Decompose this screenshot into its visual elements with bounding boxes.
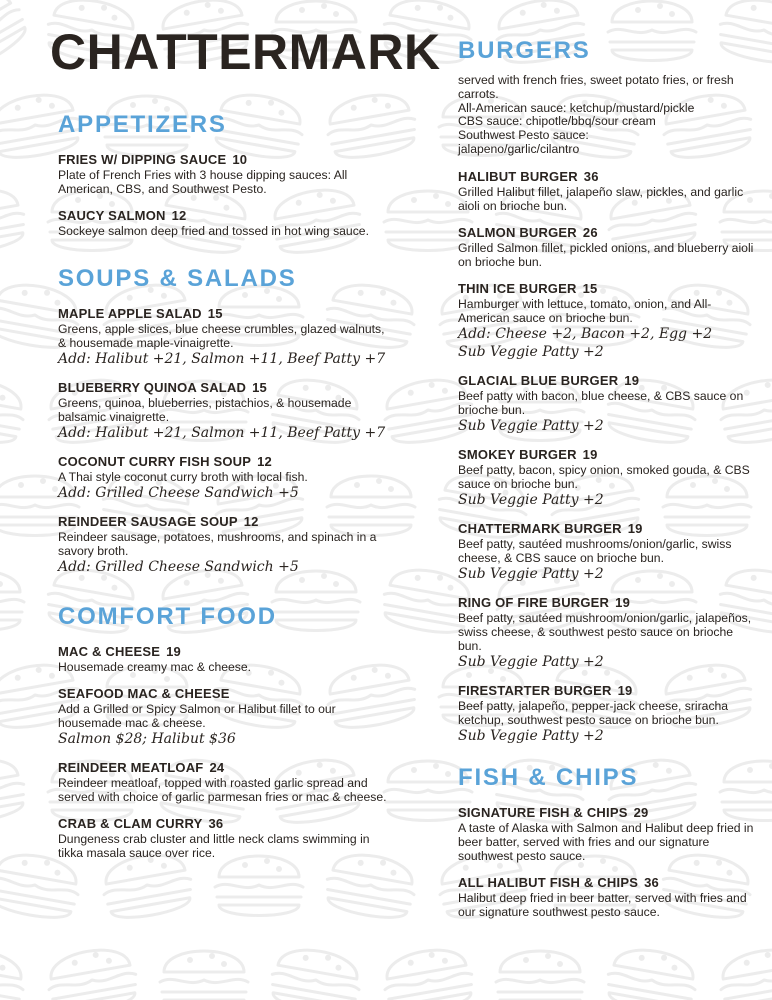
menu-item-description: Beef patty, bacon, spicy onion, smoked gouda, & CBS sauce on brioche bun. bbox=[458, 462, 750, 491]
menu-item-mac-and-cheese bbox=[58, 644, 393, 674]
menu-item-addon: Sub Veggie Patty +2 bbox=[458, 343, 604, 360]
menu-item-blueberry-quinoa-salad bbox=[58, 380, 393, 442]
menu-item-addon: Sub Veggie Patty +2 bbox=[458, 565, 604, 582]
burger-pattern-icon bbox=[603, 944, 700, 1000]
burger-pattern-icon bbox=[160, 951, 248, 1000]
menu-item-price: 19 bbox=[166, 644, 181, 659]
menu-item-thin-ice-burger bbox=[458, 281, 758, 361]
menu-item-header bbox=[58, 306, 393, 322]
menu-item-name: GLACIAL BLUE BURGER bbox=[458, 372, 619, 388]
burger-pattern-icon bbox=[44, 944, 141, 1000]
section-soups-salads bbox=[58, 264, 393, 576]
section-burgers bbox=[458, 36, 758, 745]
menu-item-price: 36 bbox=[208, 816, 224, 831]
menu-item-price: 12 bbox=[243, 514, 259, 529]
menu-item-chattermark-burger bbox=[458, 521, 758, 583]
menu-item-price: 19 bbox=[617, 682, 633, 698]
menu-item-name: SEAFOOD MAC & CHEESE bbox=[58, 686, 230, 701]
menu-item-header bbox=[458, 521, 758, 537]
menu-item-header bbox=[58, 644, 393, 660]
menu-item-description: Greens, quinoa, blueberries, pistachios, & housemade balsamic vinaigrette. bbox=[58, 396, 352, 424]
menu-item-header bbox=[58, 152, 393, 168]
menu-item-name: ALL HALIBUT FISH & CHIPS bbox=[458, 874, 639, 890]
right-column bbox=[458, 36, 758, 941]
menu-item-price: 36 bbox=[644, 874, 659, 890]
menu-item-ring-of-fire-burger bbox=[458, 595, 758, 671]
menu-item-description: A Thai style coconut curry broth with local fish. bbox=[58, 470, 308, 484]
burger-pattern-icon bbox=[0, 754, 29, 828]
menu-item-addon: Add: Grilled Cheese Sandwich +5 bbox=[58, 559, 299, 575]
menu-item-addon: Sub Veggie Patty +2 bbox=[458, 491, 604, 508]
menu-item-addon: Add: Halibut +21, Salmon +11, Beef Patty +7 bbox=[58, 425, 386, 441]
left-column bbox=[58, 110, 393, 886]
menu-item-header bbox=[458, 373, 758, 389]
menu-item-description: Beef patty, sautéed mushrooms/onion/garlic, swiss cheese, & CBS sauce on brioche bun. bbox=[458, 536, 732, 565]
burger-pattern-icon bbox=[0, 0, 33, 78]
menu-item-name: REINDEER MEATLOAF bbox=[58, 760, 204, 775]
menu-item-description: Reindeer sausage, potatoes, mushrooms, and spinach in a savory broth. bbox=[58, 530, 377, 558]
menu-item-description: Grilled Halibut fillet, jalapeño slaw, pickles, and garlic aioli on brioche bun. bbox=[458, 184, 744, 213]
menu-item-smokey-burger bbox=[458, 447, 758, 509]
menu-item-name: MAPLE APPLE SALAD bbox=[58, 306, 202, 321]
menu-item-name: SAUCY SALMON bbox=[58, 208, 166, 223]
menu-item-header bbox=[58, 514, 393, 530]
menu-item-halibut-burger bbox=[458, 169, 758, 213]
menu-item-header bbox=[458, 281, 758, 297]
section-appetizers bbox=[58, 110, 393, 238]
menu-item-glacial-blue-burger bbox=[458, 373, 758, 435]
menu-item-price: 15 bbox=[252, 380, 267, 395]
menu-item-price: 15 bbox=[582, 280, 598, 296]
menu-item-salmon-burger bbox=[458, 225, 758, 269]
section-intro-line: CBS sauce: chipotle/bbq/sour cream bbox=[458, 114, 656, 129]
menu-item-signature-fish-and-chips bbox=[458, 805, 758, 863]
menu-item-header bbox=[458, 447, 758, 463]
menu-item-header bbox=[458, 225, 758, 241]
menu-item-price: 10 bbox=[232, 152, 248, 167]
menu-item-name: REINDEER SAUSAGE SOUP bbox=[58, 514, 238, 529]
burger-pattern-icon bbox=[0, 184, 29, 258]
menu-item-header bbox=[458, 875, 758, 891]
menu-item-description: Beef patty with bacon, blue cheese, & CBS sauce on brioche bun. bbox=[458, 388, 744, 417]
menu-item-seafood-mac-and-cheese bbox=[58, 686, 393, 748]
menu-item-header bbox=[58, 760, 393, 776]
menu-item-description: Plate of French Fries with 3 house dipping sauces: All American, CBS, and Southwest Pesto. bbox=[58, 168, 348, 196]
menu-item-name: MAC & CHEESE bbox=[58, 644, 161, 659]
menu-item-name: SMOKEY BURGER bbox=[458, 446, 577, 462]
menu-item-fries-w-dipping-sauce bbox=[58, 152, 393, 196]
menu-item-name: FRIES W/ DIPPING SAUCE bbox=[58, 152, 227, 167]
menu-item-all-halibut-fish-and-chips bbox=[458, 875, 758, 919]
menu-item-description: Beef patty, jalapeño, pepper-jack cheese, sriracha ketchup, southwest pesto sauce on brioche bun. bbox=[458, 698, 729, 727]
menu-item-price: 26 bbox=[582, 224, 598, 240]
section-title-soups-salads: SOUPS & SALADS bbox=[58, 265, 297, 292]
menu-item-price: 19 bbox=[615, 594, 631, 610]
menu-item-description: Reindeer meatloaf, topped with roasted garlic spread and served with choice of garlic parmesan fries or mac & cheese. bbox=[58, 776, 387, 804]
menu-item-header bbox=[458, 169, 758, 185]
menu-item-coconut-curry-fish-soup bbox=[58, 454, 393, 502]
menu-item-price: 24 bbox=[209, 760, 225, 775]
section-title-burgers: BURGERS bbox=[458, 37, 591, 64]
section-comfort-food bbox=[58, 602, 393, 860]
section-intro-line: Southwest Pesto sauce: bbox=[458, 128, 589, 143]
menu-item-name: CHATTERMARK BURGER bbox=[458, 520, 622, 536]
menu-item-header bbox=[58, 686, 393, 702]
menu-item-price: 12 bbox=[171, 208, 187, 223]
menu-item-name: HALIBUT BURGER bbox=[458, 168, 578, 184]
menu-item-addon: Sub Veggie Patty +2 bbox=[458, 417, 604, 434]
menu-item-header bbox=[58, 208, 393, 224]
menu-item-header bbox=[58, 380, 393, 396]
burger-pattern-icon bbox=[496, 951, 584, 1000]
menu-item-price: 29 bbox=[633, 804, 649, 820]
menu-item-description: A taste of Alaska with Salmon and Halibut deep fried in beer batter, served with fries and our signature southwest pesto sauce. bbox=[458, 820, 754, 863]
menu-item-description: Beef patty, sautéed mushroom/onion/garlic, jalapeños, swiss cheese, & southwest pesto sauce on brioche bun. bbox=[458, 610, 752, 653]
menu-item-price: 15 bbox=[207, 306, 223, 321]
menu-item-price: 19 bbox=[582, 446, 598, 462]
burger-pattern-icon bbox=[267, 944, 364, 1000]
menu-item-addon: Add: Grilled Cheese Sandwich +5 bbox=[58, 485, 299, 501]
menu-item-addon: Salmon $28; Halibut $36 bbox=[58, 731, 236, 747]
menu-item-maple-apple-salad bbox=[58, 306, 393, 368]
menu-item-header bbox=[58, 816, 393, 832]
menu-item-name: SALMON BURGER bbox=[458, 224, 577, 240]
menu-item-name: CRAB & CLAM CURRY bbox=[58, 816, 203, 831]
menu-item-header bbox=[458, 595, 758, 611]
menu-item-addon: Add: Cheese +2, Bacon +2, Egg +2 bbox=[458, 325, 713, 342]
restaurant-title: CHATTERMARK bbox=[50, 24, 441, 80]
menu-item-description: Hamburger with lettuce, tomato, onion, and All-American sauce on brioche bun. bbox=[458, 296, 712, 325]
section-intro-line: jalapeno/garlic/cilantro bbox=[458, 141, 580, 156]
burger-pattern-icon bbox=[380, 944, 477, 1000]
menu-item-description: Sockeye salmon deep fried and tossed in hot wing sauce. bbox=[58, 224, 369, 238]
menu-item-price: 19 bbox=[624, 372, 640, 388]
menu-item-addon: Sub Veggie Patty +2 bbox=[458, 727, 604, 744]
menu-item-price: 12 bbox=[257, 454, 272, 469]
menu-item-price: 19 bbox=[627, 520, 643, 536]
menu-item-firestarter-burger bbox=[458, 683, 758, 745]
menu-item-addon: Add: Halibut +21, Salmon +11, Beef Patty +7 bbox=[58, 351, 386, 367]
menu-item-description: Greens, apple slices, blue cheese crumbles, glazed walnuts, & housemade maple-vinaigrette. bbox=[58, 322, 385, 350]
menu-item-addon: Sub Veggie Patty +2 bbox=[458, 653, 604, 670]
menu-item-description: Halibut deep fried in beer batter, served with fries and our signature southwest pesto sauce. bbox=[458, 890, 747, 919]
section-title-appetizers: APPETIZERS bbox=[58, 111, 227, 138]
burger-pattern-icon bbox=[0, 571, 24, 631]
menu-item-reindeer-meatloaf bbox=[58, 760, 393, 804]
menu-item-name: COCONUT CURRY FISH SOUP bbox=[58, 454, 252, 469]
menu-item-crab-and-clam-curry bbox=[58, 816, 393, 860]
section-intro-line: All-American sauce: ketchup/mustard/pickle bbox=[458, 100, 695, 115]
menu-item-header bbox=[458, 683, 758, 699]
menu-item-description: Add a Grilled or Spicy Salmon or Halibut fillet to our housemade mac & cheese. bbox=[58, 702, 336, 730]
menu-item-name: RING OF FIRE BURGER bbox=[458, 594, 610, 610]
burger-pattern-icon bbox=[716, 944, 772, 1000]
menu-item-header bbox=[58, 454, 393, 470]
menu-item-saucy-salmon bbox=[58, 208, 393, 238]
menu-item-description: Dungeness crab cluster and little neck clams swimming in tikka masala sauce over rice. bbox=[58, 832, 370, 860]
menu-item-name: THIN ICE BURGER bbox=[458, 280, 577, 296]
section-title-comfort-food: COMFORT FOOD bbox=[58, 603, 277, 630]
menu-item-name: FIRESTARTER BURGER bbox=[458, 682, 612, 698]
menu-item-name: SIGNATURE FISH & CHIPS bbox=[458, 804, 628, 820]
menu-item-price: 36 bbox=[583, 168, 599, 184]
menu-item-name: BLUEBERRY QUINOA SALAD bbox=[58, 380, 247, 395]
menu-item-header bbox=[458, 805, 758, 821]
burger-pattern-icon bbox=[0, 374, 28, 448]
section-intro-line: served with french fries, sweet potato fries, or fresh carrots. bbox=[458, 73, 734, 101]
menu-item-reindeer-sausage-soup bbox=[58, 514, 393, 576]
section-title-fish-chips: FISH & CHIPS bbox=[458, 763, 639, 791]
menu-item-description: Grilled Salmon fillet, pickled onions, and blueberry aioli on brioche bun. bbox=[458, 240, 754, 269]
burger-pattern-icon bbox=[0, 944, 28, 1000]
menu-item-description: Housemade creamy mac & cheese. bbox=[58, 660, 252, 674]
section-fish-chips bbox=[458, 763, 758, 919]
